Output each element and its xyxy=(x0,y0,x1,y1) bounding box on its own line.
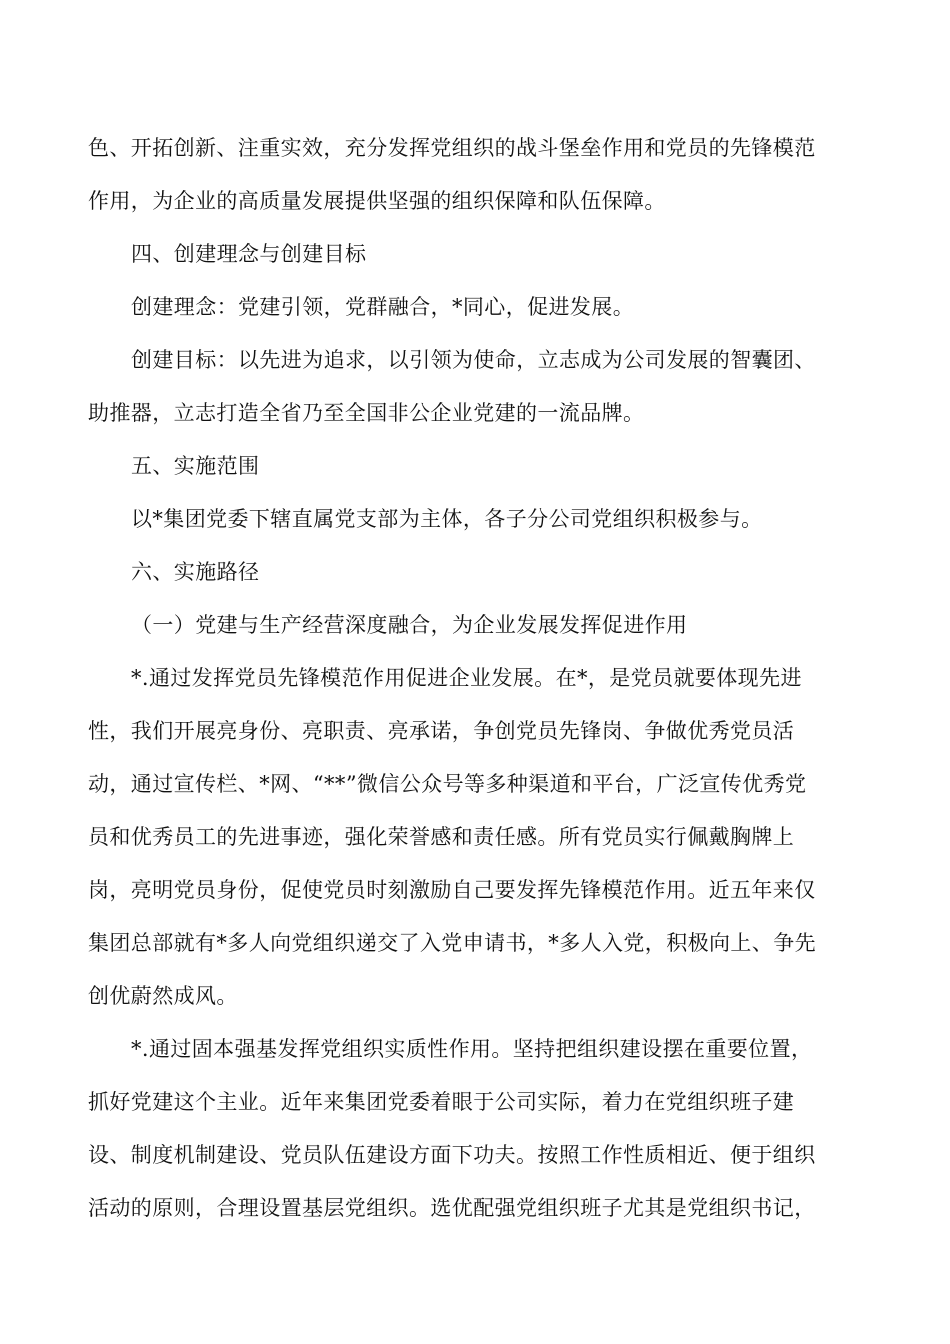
body-text-line: 创优蔚然成风。 xyxy=(88,984,238,1008)
body-text-line: *.通过发挥党员先锋模范作用促进企业发展。在*，是党员就要体现先进 xyxy=(131,666,802,690)
body-text-line: 员和优秀员工的先进事迹，强化荣誉感和责任感。所有党员实行佩戴胸牌上 xyxy=(88,825,795,849)
body-text-line: 色、开拓创新、注重实效，充分发挥党组织的战斗堡垒作用和党员的先锋模范 xyxy=(88,136,816,160)
body-text-line: 抓好党建这个主业。近年来集团党委着眼于公司实际，着力在党组织班子建 xyxy=(88,1090,795,1114)
body-text-line: 以*集团党委下辖直属党支部为主体，各子分公司党组织积极参与。 xyxy=(131,507,763,531)
body-text-line: 创建目标：以先进为追求，以引领为使命，立志成为公司发展的智囊团、 xyxy=(131,348,816,372)
body-text-line: 岗，亮明党员身份，促使党员时刻激励自己要发挥先锋模范作用。近五年来仅 xyxy=(88,878,816,902)
section-heading: 五、实施范围 xyxy=(131,454,260,478)
body-text-line: 集团总部就有*多人向党组织递交了入党申请书，*多人入党，积极向上、争先 xyxy=(88,931,816,955)
body-text-line: 作用，为企业的高质量发展提供坚强的组织保障和队伍保障。 xyxy=(88,189,666,213)
body-text-line: 助推器，立志打造全省乃至全国非公企业党建的一流品牌。 xyxy=(88,401,645,425)
section-heading: 六、实施路径 xyxy=(131,560,260,584)
body-text-line: *.通过固本强基发挥党组织实质性作用。坚持把组织建设摆在重要位置， xyxy=(131,1037,813,1061)
subsection-heading: （一）党建与生产经营深度融合，为企业发展发挥促进作用 xyxy=(131,613,688,637)
section-heading: 四、创建理念与创建目标 xyxy=(131,242,367,266)
body-text-line: 性，我们开展亮身份、亮职责、亮承诺，争创党员先锋岗、争做优秀党员活 xyxy=(88,719,795,743)
body-text-line: 创建理念：党建引领，党群融合，*同心，促进发展。 xyxy=(131,295,635,319)
body-text-line: 设、制度机制建设、党员队伍建设方面下功夫。按照工作性质相近、便于组织 xyxy=(88,1143,816,1167)
body-text-line: 动，通过宣传栏、*网、“**”微信公众号等多种渠道和平台，广泛宣传优秀党 xyxy=(88,772,807,796)
body-text-line: 活动的原则，合理设置基层党组织。选优配强党组织班子尤其是党组织书记， xyxy=(88,1196,816,1220)
